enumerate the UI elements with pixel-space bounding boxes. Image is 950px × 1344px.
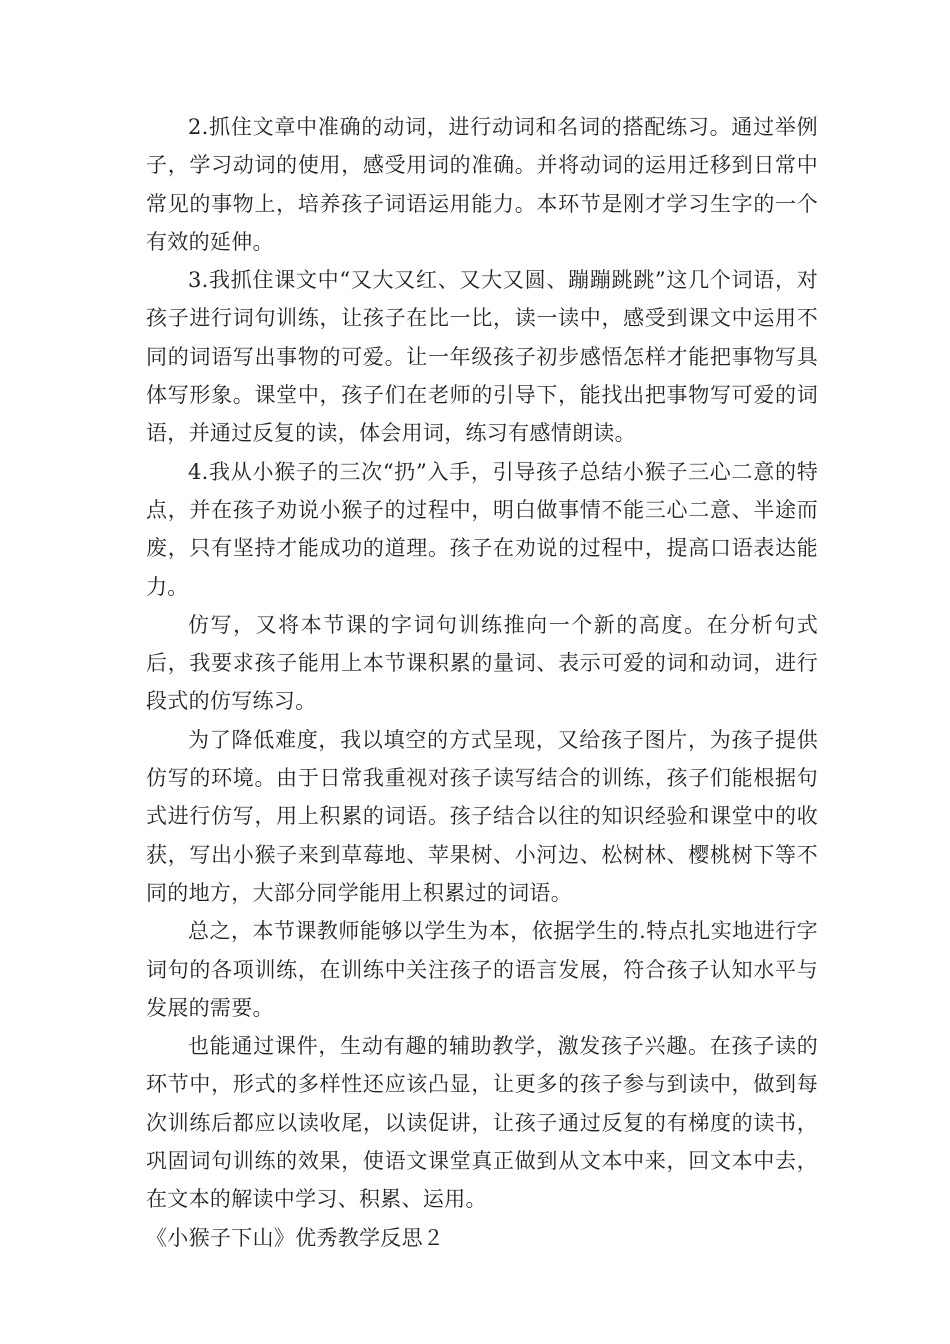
paragraph-lower-difficulty: 为了降低难度，我以填空的方式呈现，又给孩子图片，为孩子提供仿写的环境。由于日常我重视对孩子读写结合的训练，孩子们能根据句式进行仿写，用上积累的词语。孩子结合以往的知识经验和课堂中的收获，写出小猴子来到草莓地、苹果树、小河边、松树林、樱桃树下等不同的地方，大部分同学能用上积累过的词语。 xyxy=(146,727,818,905)
paragraph-verb-practice: 2.抓住文章中准确的动词，进行动词和名词的搭配练习。通过举例子，学习动词的使用，感受用词的准确。并将动词的运用迁移到日常中常见的事物上，培养孩子词语运用能力。本环节是刚才学习生字的一个有效的延伸。 xyxy=(146,115,818,254)
paragraph-courseware: 也能通过课件，生动有趣的辅助教学，激发孩子兴趣。在孩子读的环节中，形式的多样性还应该凸显，让更多的孩子参与到读中，做到每次训练后都应以读收尾，以读促讲，让孩子通过反复的有梯度的读书，巩固词句训练的效果，使语文课堂真正做到从文本中来，回文本中去，在文本的解读中学习、积累、运用。 xyxy=(146,1034,818,1212)
document-body xyxy=(146,108,818,1257)
paragraph-imitation-writing: 仿写，又将本节课的字词句训练推向一个新的高度。在分析句式后，我要求孩子能用上本节课积累的量词、表示可爱的词和动词，进行段式的仿写练习。 xyxy=(146,612,818,714)
section-title: 《小猴子下山》优秀教学反思２ xyxy=(146,1225,445,1250)
paragraph-summary: 总之，本节课教师能够以学生为本，依据学生的.特点扎实地进行字词句的各项训练，在训练中关注孩子的语言发展，符合孩子认知水平与发展的需要。 xyxy=(146,919,818,1020)
paragraph-word-training: 3.我抓住课文中“又大又红、又大又圆、蹦蹦跳跳”这几个词语，对孩子进行词句训练，让孩子在比一比，读一读中，感受到课文中运用不同的词语写出事物的可爱。让一年级孩子初步感悟怎样才能把事物写具体写形象。课堂中，孩子们在老师的引导下，能找出把事物写可爱的词语，并通过反复的读，体会用词，练习有感情朗读。 xyxy=(146,268,818,446)
paragraph-three-throws: 4.我从小猴子的三次“扔”入手，引导孩子总结小猴子三心二意的特点，并在孩子劝说小猴子的过程中，明白做事情不能三心二意、半途而废，只有坚持才能成功的道理。孩子在劝说的过程中，提高口语表达能力。 xyxy=(146,459,818,599)
